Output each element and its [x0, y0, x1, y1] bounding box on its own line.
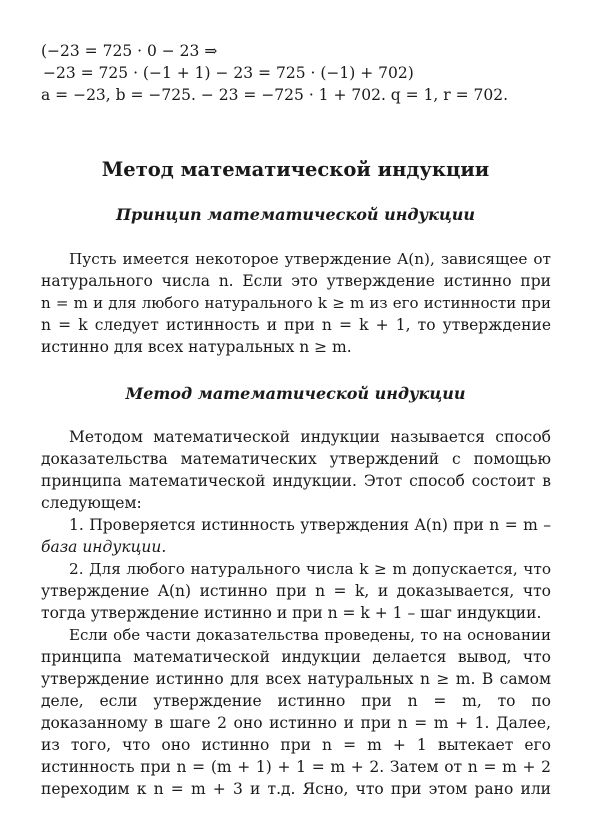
- paragraph-line: истинно для всех натуральных n ≥ m.: [41, 338, 352, 356]
- paragraph-line: истинность при n = (m + 1) + 1 = m + 2. Затем от n = m + 2: [41, 758, 551, 776]
- paragraph-line: доказанному в шаге 2 оно истинно и при n = m + 1. Далее,: [41, 714, 551, 732]
- list-item-2-continuation: тогда утверждение истинно и при n = k + 1 – шаг индукции.: [41, 604, 542, 622]
- paragraph-line: n = k следует истинность и при n = k + 1, то утверждение: [41, 316, 551, 334]
- list-item-2: 2. Для любого натурального числа k ≥ m допускается, что: [69, 560, 551, 578]
- paragraph-line: Методом математической индукции называется способ: [69, 428, 551, 446]
- formula-line-1: (−23 = 725 · 0 − 23 ⇒: [41, 42, 218, 60]
- paragraph-line: n = m и для любого натурального k ≥ m из его истинности при: [41, 294, 551, 312]
- paragraph-line: натурального числа n. Если это утверждение истинно при: [41, 272, 551, 290]
- list-item-1: 1. Проверяется истинность утверждения A(n) при n = m –: [69, 516, 551, 534]
- paragraph-line: доказательства математических утверждений с помощью: [41, 450, 551, 468]
- paragraph-line: Пусть имеется некоторое утверждение A(n), зависящее от: [69, 250, 551, 268]
- paragraph-line: Если обе части доказательства проведены, то на основании: [69, 626, 551, 644]
- paragraph-line: переходим к n = m + 3 и т.д. Ясно, что при этом рано или: [41, 780, 551, 798]
- principle-heading: Принцип математической индукции: [115, 205, 476, 224]
- paragraph-line: утверждение истинно для всех натуральных n ≥ m. В самом: [41, 670, 551, 688]
- list-item-2-continuation: утверждение A(n) истинно при n = k, и доказывается, что: [41, 582, 551, 600]
- section-title: Метод математической индукции: [101, 158, 490, 181]
- paragraph-line: следующем:: [41, 494, 142, 512]
- formula-line-2: −23 = 725 · (−1 + 1) − 23 = 725 · (−1) + 702): [43, 64, 414, 82]
- paragraph-line: из того, что оно истинно при n = m + 1 вытекает его: [41, 736, 551, 754]
- list-item-1-continuation: база индукции.: [41, 538, 167, 556]
- paragraph-line: деле, если утверждение истинно при n = m, то по: [41, 692, 551, 710]
- paragraph-line: принципа математической индукции делается вывод, что: [41, 648, 551, 666]
- paragraph-line: принципа математической индукции. Этот способ состоит в: [41, 472, 551, 490]
- formula-line-3: a = −23, b = −725. − 23 = −725 · 1 + 702. q = 1, r = 702.: [41, 86, 509, 104]
- method-heading: Метод математической индукции: [125, 384, 466, 403]
